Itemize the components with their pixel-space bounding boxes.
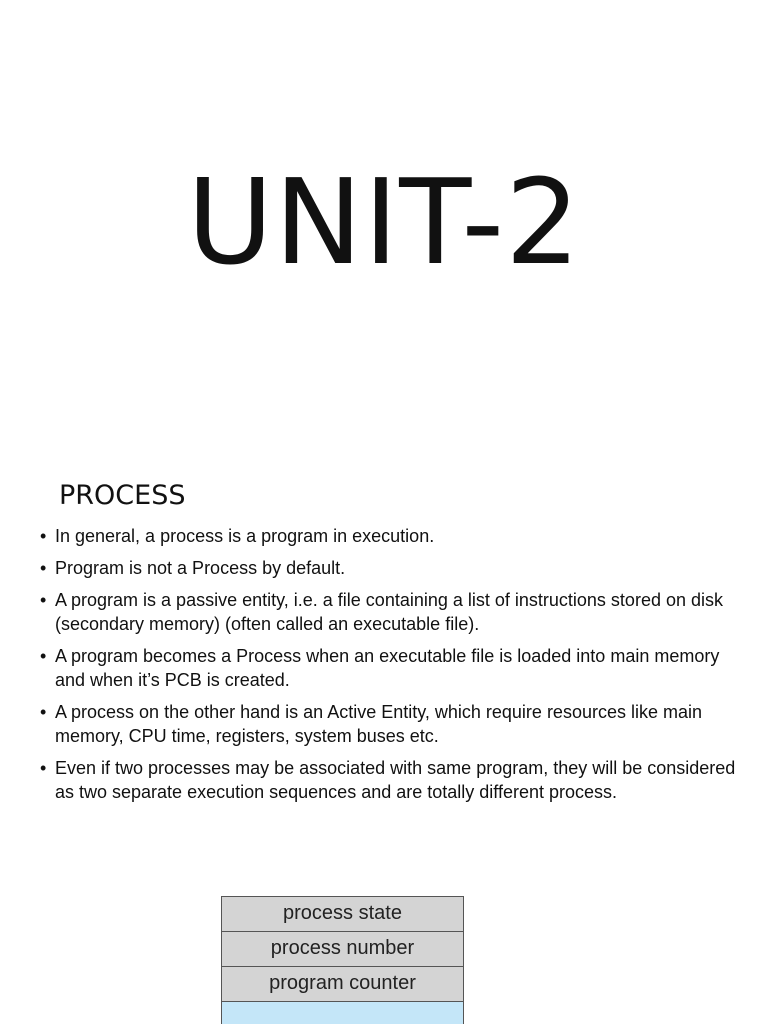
bullet-item: • Even if two processes may be associated with same program, they will be considered as two separate execution sequences and are totally different process. <box>40 756 740 804</box>
bullet-item: • In general, a process is a program in execution. <box>40 524 740 548</box>
bullet-item: • A program becomes a Process when an executable file is loaded into main memory and when it’s PCB is created. <box>40 644 740 692</box>
bullet-item: • A program is a passive entity, i.e. a file containing a list of instructions stored on disk (secondary memory) (often called an executable file). <box>40 588 740 636</box>
slide-title: UNIT-2 <box>186 153 582 292</box>
pcb-row-process-state: process state <box>222 897 463 932</box>
title-slide <box>0 0 768 460</box>
pcb-row-program-counter: program counter <box>222 967 463 1002</box>
bullet-list <box>40 524 740 812</box>
pcb-diagram <box>221 896 464 1024</box>
pcb-row-highlighted <box>222 1002 463 1024</box>
bullet-item: • Program is not a Process by default. <box>40 556 740 580</box>
section-heading: PROCESS <box>59 480 186 511</box>
bullet-item: • A process on the other hand is an Active Entity, which require resources like main memory, CPU time, registers, system buses etc. <box>40 700 740 748</box>
pcb-row-process-number: process number <box>222 932 463 967</box>
